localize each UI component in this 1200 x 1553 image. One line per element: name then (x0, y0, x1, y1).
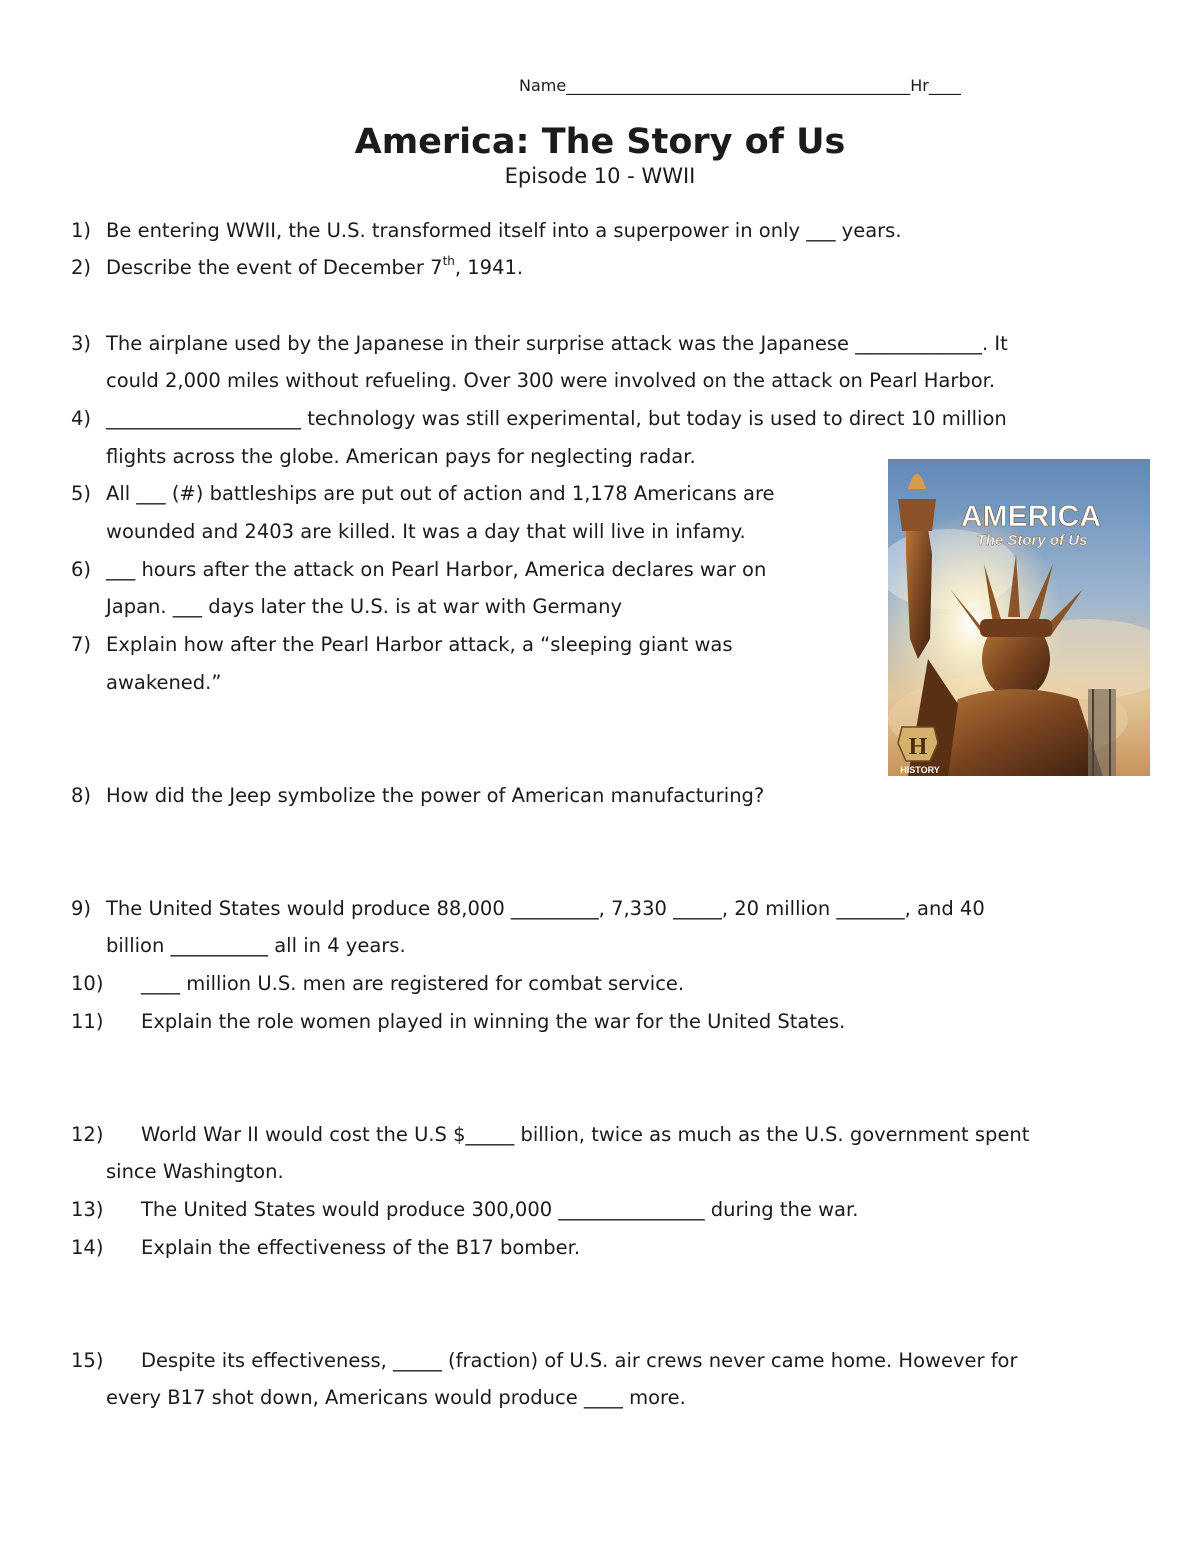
question-text: ____ million U.S. men are registered for combat service. (141, 972, 685, 995)
question-number: 12) (71, 1123, 104, 1146)
question-number: 8) (71, 784, 92, 807)
question-number: 15) (71, 1349, 104, 1372)
question-text: Explain how after the Pearl Harbor attack, a “sleeping giant was (106, 633, 733, 656)
question-number: 11) (71, 1010, 104, 1033)
question-text: Be entering WWII, the U.S. transformed itself into a superpower in only ___ years. (106, 219, 902, 242)
question-number: 6) (71, 558, 92, 581)
question-text: could 2,000 miles without refueling. Over 300 were involved on the attack on Pearl Harbor. (106, 369, 996, 392)
cover-illustration (888, 459, 1150, 776)
question-text: Explain the effectiveness of the B17 bomber. (141, 1236, 581, 1259)
question-text: World War II would cost the U.S $_____ billion, twice as much as the U.S. government spent (141, 1123, 1030, 1146)
question-number: 2) (71, 256, 92, 279)
svg-text:H: H (908, 734, 928, 760)
question-text: How did the Jeep symbolize the power of American manufacturing? (106, 784, 765, 807)
name-hour-line: Name___________________________________________Hr____ (519, 76, 961, 95)
question-text: Japan. ___ days later the U.S. is at war with Germany (106, 595, 623, 618)
question-number: 9) (71, 897, 92, 920)
question-number: 10) (71, 972, 104, 995)
question-text: awakened.” (106, 671, 222, 694)
question-text: Describe the event of December 7th, 1941. (106, 253, 524, 279)
question-number: 1) (71, 219, 92, 242)
question-number: 14) (71, 1236, 104, 1259)
question-text: Explain the role women played in winning the war for the United States. (141, 1010, 846, 1033)
question-number: 3) (71, 332, 92, 355)
america-story-of-us-cover-image (888, 459, 1150, 776)
question-text: All ___ (#) battleships are put out of action and 1,178 Americans are (106, 482, 775, 505)
question-number: 13) (71, 1198, 104, 1221)
superscript-th: th (442, 253, 455, 268)
question-text: ____________________ technology was still experimental, but today is used to direct 10 million (106, 407, 1007, 430)
history-logo-icon (898, 727, 940, 775)
question-text: The United States would produce 88,000 _________, 7,330 _____, 20 million _______, and 40 (106, 897, 985, 920)
question-text: Despite its effectiveness, _____ (fraction) of U.S. air crews never came home. However for (141, 1349, 1018, 1372)
question-text: billion __________ all in 4 years. (106, 934, 406, 957)
page-title: America: The Story of Us (354, 122, 846, 162)
question-text: wounded and 2403 are killed. It was a day that will live in infamy. (106, 520, 746, 543)
question-text: every B17 shot down, Americans would produce ____ more. (106, 1386, 686, 1409)
page-subtitle: Episode 10 - WWII (504, 164, 696, 188)
question-text: The United States would produce 300,000 _______________ during the war. (141, 1198, 859, 1221)
question-number: 5) (71, 482, 92, 505)
cover-title: AMERICA (961, 500, 1101, 533)
question-text: since Washington. (106, 1160, 284, 1183)
question-text: The airplane used by the Japanese in their surprise attack was the Japanese _____________. It (106, 332, 1008, 355)
question-text: ___ hours after the attack on Pearl Harbor, America declares war on (106, 558, 767, 581)
cover-subtitle: The Story of Us (976, 532, 1088, 549)
question-number: 7) (71, 633, 92, 656)
question-text: flights across the globe. American pays for neglecting radar. (106, 445, 696, 468)
question-number: 4) (71, 407, 92, 430)
svg-text:HISTORY: HISTORY (900, 765, 940, 775)
